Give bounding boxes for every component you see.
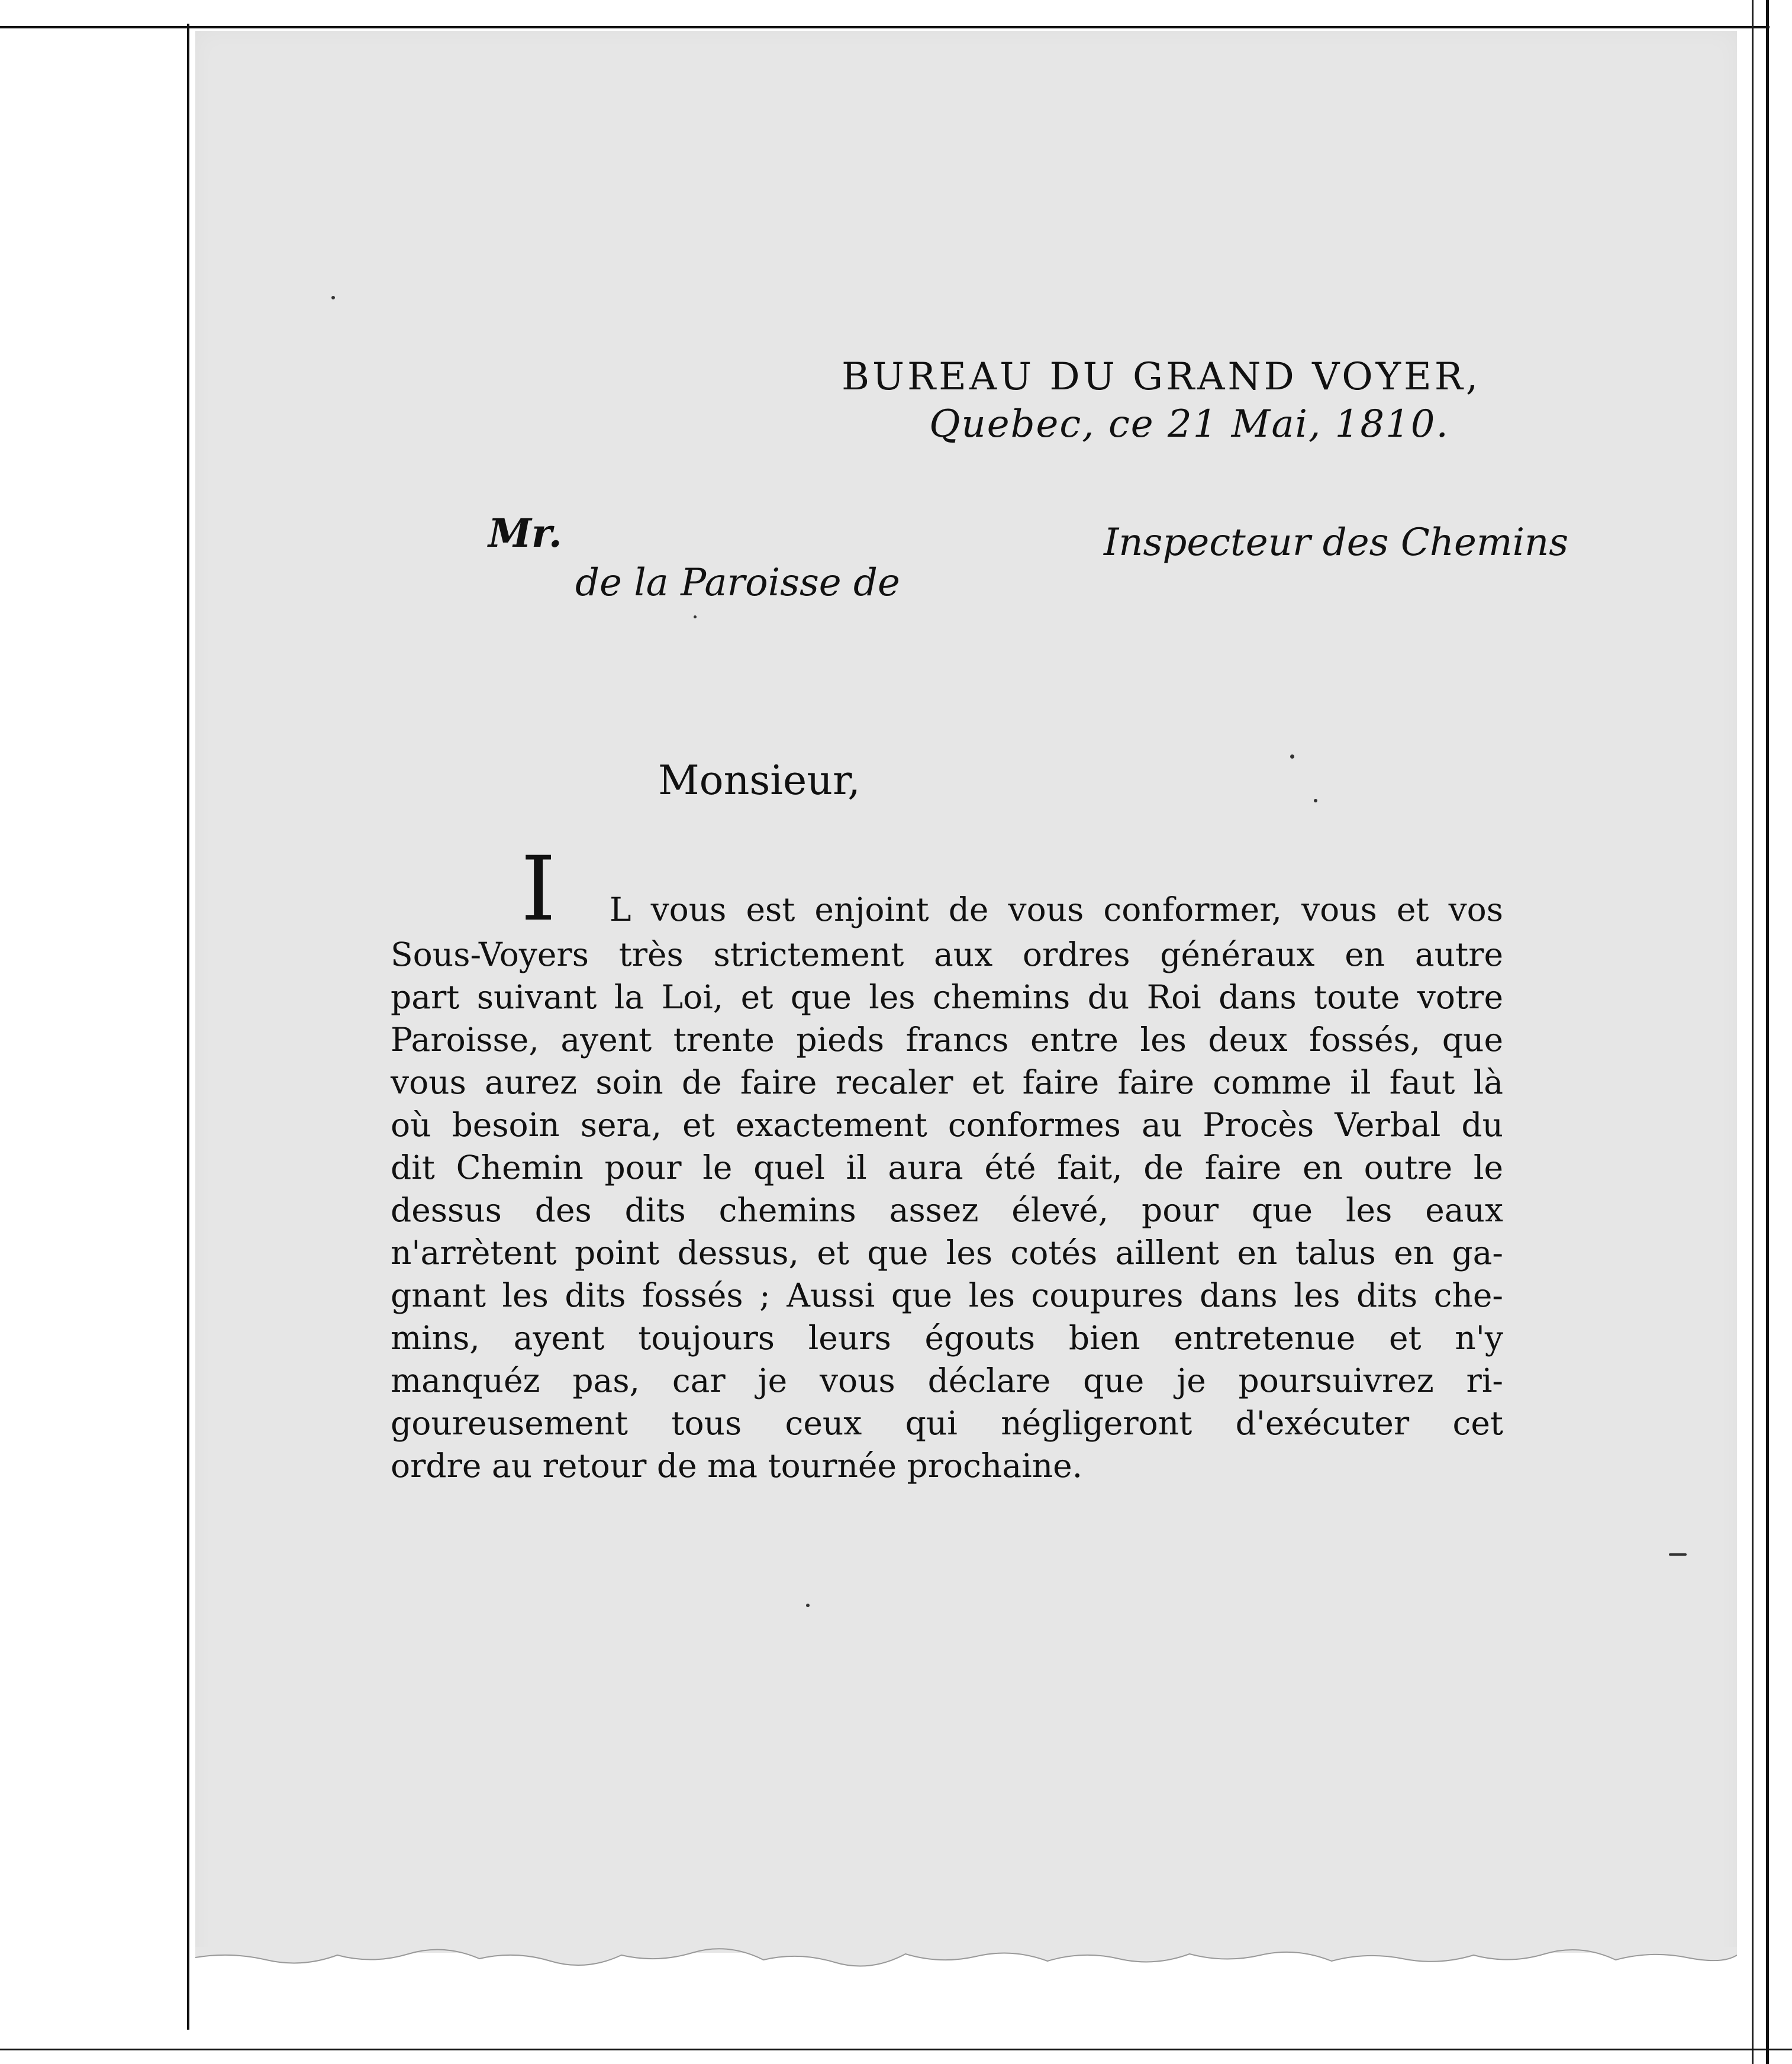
frame-border-top (0, 26, 1770, 28)
body-line: dit Chemin pour le quel il aura été fait, de faire en outre le (391, 1149, 1503, 1186)
drop-cap-initial: I (521, 838, 556, 941)
addressee-title: Mr. (488, 510, 562, 556)
frame-border-left (187, 24, 189, 2030)
body-paragraph (391, 933, 1503, 1487)
paper-speck (331, 296, 335, 299)
body-line: Sous-Voyers très strictement aux ordres généraux en autre (391, 936, 1503, 973)
body-line: vous aurez soin de faire recaler et faire faire comme il faut là (391, 1063, 1503, 1101)
dateline: Quebec, ce 21 Mai, 1810. (929, 402, 1449, 446)
frame-border-right-inner (1752, 0, 1754, 2064)
body-line: dessus des dits chemins assez élevé, pour que les eaux (391, 1191, 1503, 1229)
addressee-parish: de la Paroisse de (575, 561, 900, 605)
frame-border-bottom (0, 2049, 1792, 2050)
paper-speck (1290, 754, 1294, 759)
paper-speck (1314, 799, 1317, 802)
body-line: Paroisse, ayent trente pieds francs entre les deux fossés, que (391, 1021, 1503, 1059)
body-line: ordre au retour de ma tournée prochaine. (391, 1447, 1083, 1485)
body-line: n'arrètent point dessus, et que les cotés aillent en talus en ga- (391, 1234, 1503, 1272)
body-line: part suivant la Loi, et que les chemins du Roi dans toute votre (391, 978, 1503, 1016)
office-heading: BUREAU DU GRAND VOYER, (842, 355, 1481, 399)
body-line: où besoin sera, et exactement conformes au Procès Verbal du (391, 1106, 1503, 1144)
paper-speck (694, 615, 697, 618)
body-line: manquéz pas, car je vous déclare que je poursuivrez ri- (391, 1362, 1503, 1399)
body-first-line: L vous est enjoint de vous conformer, vous et vos (610, 891, 1503, 928)
paper-mark (1669, 1553, 1687, 1556)
salutation: Monsieur, (658, 757, 860, 804)
body-line: gnant les dits fossés ; Aussi que les coupures dans les dits che- (391, 1276, 1503, 1314)
addressee-role: Inspecteur des Chemins (1104, 521, 1569, 565)
body-line: goureusement tous ceux qui négligeront d'exécuter cet (391, 1404, 1503, 1442)
torn-paper-edge (195, 1947, 1737, 2018)
body-line: mins, ayent toujours leurs égouts bien entretenue et n'y (391, 1319, 1503, 1357)
frame-border-right (1766, 0, 1769, 2064)
paper-speck (806, 1604, 810, 1607)
